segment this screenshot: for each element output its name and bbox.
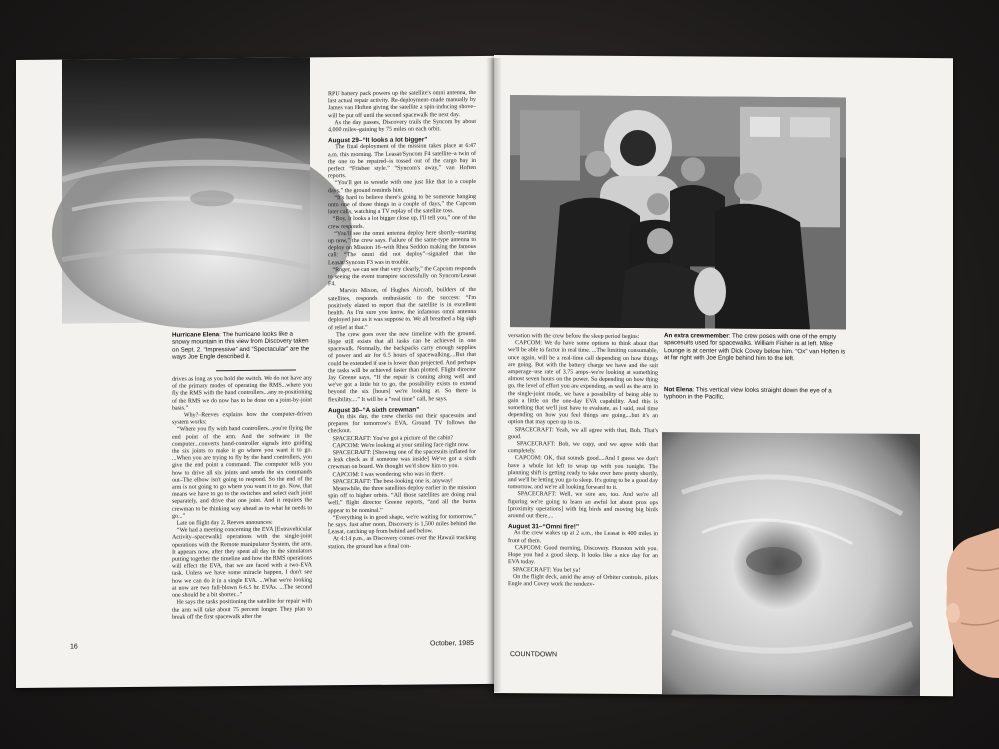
magazine-page-left [16, 56, 494, 688]
typhoon-caption [664, 386, 846, 402]
article-column-left: drives as long as you hold the switch. We do not have any of the primary modes of operating the RMS...where you fly the RMS with the hand controllers...any re-positioning of the RMS we do now has to be done on a joint-by-joint basis.” Why?–Reeves explains how the computer-driven system works: “Where you fly with hand controllers...you're flying the end point of the arm. And the software in the computer...converts hand-controller signals into guiding the six joints to make it go where you want it to go. ...When you are trying to fly by the hand controllers, you give the end point a command. The computer tells you how to drive all six joints and sends the six commands out–The elbow isn't going to respond. So the end of the arm is not going to go where you want it to go. Now, that means we have to go to the switches and select each joint separately, and drive that one joint. And it requires the crewman to be thinking way ahead as to what he needs to go...” Late on flight day 2, Reeves announces: “We had a meeting concerning the EVA [Extravehicular Activity–spacewalk] operations with the single-joint operations with the Remote manipulator System, the arm. It appears now, after they spent all day in the simulators putting together the timeline and how the RMS operations will effect the EVA, that we are faced with a two-EVA task. Unless we have some miracle happen, I don't see how we can do it in a single EVA. ...What we're looking at now are two full-blown 6-6.5 hr. EVAs. ...The second one should be a bit shorter...” He says the tasks positioning the satellite for repair with the arm will take about 75 percent longer. They plan to break off the first spacewalk after the [172, 375, 313, 621]
typhoon-caption-body: : This vertical view looks straight down the eye of a typhoon in the Pacific. [664, 386, 832, 402]
page-number: 16 [70, 643, 78, 651]
heading-august-30: August 30–“A sixth crewman” [328, 406, 420, 415]
column-text-4: versation with the crew before the sleep period begins: CAPCOM: We do have some options to think about that we'll be able to factor in real time. ...The limiting consumable, once again, will be a real-time call depending on how things are going. But with the battery charge we have and the suit amperage–use rate of 3.75 amps–we're looking at something almost seven hours on the power. So depending on how thing go, the level of effort you are expending, as well as the arm in the single-joint mode, we have a possibility of being able to gain a little on the one-day EVA capability. And this is something that we'll just have to evaluate, as I said, real time depending on how you feel things are going....but it's an option that may open up to us. SPACECRAFT: Yeah, we all agree with that, Bob. That's good. SPACECRAFT: Bob, we copy, and we agree with that completely. CAPCOM: OK, that sounds good....And I guess we don't have a whole lot left to wrap up with you tonight. The planning shift is getting ready to take over here pretty shortly, and we'll be letting you go to sleep. It's going to be a good day tomorrow, and we're all looking forward to it. SPACECRAFT: Well, we sure are, too. And we're all figuring we're going to learn an awful lot about prox ops [proximity operations] with big birds and moving big birds around out there.... [508, 333, 659, 520]
typhoon-caption-title: Not Elena [664, 386, 693, 394]
page-gutter [486, 58, 502, 692]
hurricane-caption-body: : The hurricane looks like a snowy mountain in this view from Discovery taken on Sept. 2. “Impressive” and “Spectacular” are the ways Joe Engle described it. [172, 330, 310, 361]
article-column-right-page [508, 333, 658, 664]
caption-divider [216, 370, 296, 372]
heading-august-31: August 31–“Omni fire!” [508, 523, 580, 531]
hurricane-caption [172, 330, 312, 361]
crew-caption [664, 332, 846, 363]
crew-caption-title: An extra crewmember [664, 332, 729, 340]
crew-caption-body: : The crew poses with one of the empty spacesuits used for spacewalks. William Fisher is at left. Mike Lounge is at center with Dick Covey below him. “Ox” van Hoften is at far right with Joe Engle behind him to the left. [664, 332, 846, 363]
heading-august-29: August 29–“It looks a lot bigger” [328, 136, 428, 145]
footer-label: COUNTDOWN [510, 651, 558, 659]
article-column-right [328, 90, 476, 665]
hurricane-elena-photo [62, 57, 310, 323]
crew-photo [510, 95, 846, 329]
column-text-3: On this day, the crew checks out their spacesuits and prepares for tomorrow's EVA. Ground TV follows the checkout. SPACECRAFT: You've got a picture of the cabin? CAPCOM: We're looking at your smiling face right now. SPACECRAFT: [Showing one of the spacesuits inflated for a leak check as if someone was inside] We've got a sixth crewman on board. We thought we'd show him to you. CAPCOM: I was wondering who was in there. SPACECRAFT: The best-looking one is, anyway! Meanwhile, the three satellites deploy earlier in the mission spin off to higher orbits. “All those satellites are doing real well,” flight director Greene reports, “and all the burns appear to be nominal.” “Everything is in good shape, we're waiting for tomorrow,” he says. Just after noon, Discovery is 1,500 miles behind the Leasat, catching up from behind and below. At 4:14 p.m., as Discovery comes over the Hawaii tracking station, the ground has a final con- [328, 412, 477, 550]
column-text-5: As the crew wakes up at 2 a.m., the Leasat is 400 miles in front of them. CAPCOM: Good morning, Discovery. Houston with you. Hope you had a good sleep. It looks like a nice day for an EVA today. SPACECRAFT: You bet ya! On the flight deck, amid the array of Orbiter controls, pilots Engle and Covey work the rendezv- [508, 530, 659, 588]
typhoon-eye-photo [662, 432, 920, 696]
column-text-2: The final deployment of the mission takes place at 6:47 a.m. this morning. The Leasat/Syncom F4 satellite–a twin of the one to be repaired–is tossed out of the cargo bay in perfect “Frisbee style.” “Syncom's away,” van Hoften reports. “You'll get to wrestle with one just like that in a couple days,” the ground reminds him. “It's hard to believe there's going to be someone hanging onto one of those things in a couple of days,” the Capcom later calls, watching a TV replay of the satellite toss. “Boy, it looks a lot bigger close up, I'll tell you,” one of the crew responds. “You'll see the omni antenna deploy here shortly–starting up now,” the crew says. Failure of the same-type antenna to deploy on Mission 16–with Rhea Seddon making the famous call: “The omni did not deploy”–signaled that the Leasat/Syncom F3 was in trouble. “Roger, we can see that very clearly,” the Capcom responds to seeing the event transpire successfully on Syncom/Leasat F4. Marvin Mixon, of Hughes Aircraft, builders of the satellites, responds enthusiastic to the success: “I'm positively elated to report that the satellite is in excellent health. As I'm sure you know, the infamous omni antenna deployed just as it was suppose to. We all breathed a big sigh of relief at that.” The crew goes over the new timeline with the ground. Hope still exists that all tasks can be achieved in one spacewalk. Normally, the backpacks carry enough supplies of power and air for 6.5 hours of spacewalking....But that could be extended if use is lower than projected. And perhaps the tasks will be achieved faster than plotted. Flight director Jay Greene says, “If the repair is coming along well and we've got a little bit to go, the possibility exists to extend beyond the six [hours] we're looking at. So there is flexibility....” It will be a “real time” call, he says. [328, 143, 477, 403]
holding-hand [939, 528, 999, 678]
column-text-1: RPU battery pack powers up the satellite's omni antenna, the last actual repair activity. Re-deployment–made manually by James van Hoften giving the satellite a spin-inducing shove–will be put off until the second spacewalk the next day. As the day passes, Discovery trails the Syncom by about 4,000 miles–gaining by 75 miles on each orbit. [328, 89, 477, 134]
issue-date: October, 1985 [430, 640, 474, 648]
magazine-page-right [494, 55, 953, 696]
hurricane-caption-title: Hurricane Elena [172, 331, 220, 339]
